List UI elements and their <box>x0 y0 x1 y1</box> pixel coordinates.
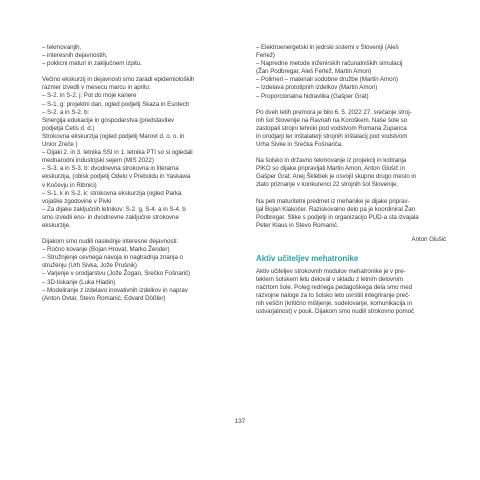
text-line: – S-3. a in S-3. b: dvodnevna strokovna in literarna <box>42 165 179 173</box>
text-line: Sinergija edukacije in gospodarstva (predstavitev <box>42 116 175 124</box>
left-column <box>42 44 230 303</box>
paragraph-gap <box>42 230 230 238</box>
page-number: 137 <box>234 418 246 425</box>
text-line: Peter Klaus in Stevo Romanić. <box>256 221 339 229</box>
text-line: PIKO so dijake pripravljali Martin Amon, Anton Glušič in <box>256 165 405 173</box>
text-line: – Varjenje v orodjarstvu (Jože Žogan, Srečko Fošnarič) <box>42 270 191 278</box>
section-heading: Aktiv učiteljev mehatronike <box>256 253 359 263</box>
text-line: struženju (Urh Sivka, Jože Prušnik) <box>42 262 137 270</box>
author-signature: Anton Glušič <box>411 235 446 243</box>
text-line: podjetja Cetis d. d.) <box>42 124 95 132</box>
text-line: nih veščin (kritično mišljenje, sodelovanje, komunikacija in <box>256 300 412 308</box>
text-line: ekskurzija, (obisk podjetij Odelo v Preboldu in Yaskawa <box>42 173 191 181</box>
text-line: Podbregar. Stike s podjetji in organizacijo PUD-a sta izvajala <box>256 213 419 221</box>
text-line: ljal Bojan Klakočer. Raziskovalno delo pa je koordiniral Žan <box>256 205 415 213</box>
text-line: mednarodni industrijski sejem (MIS 2022) <box>42 157 154 165</box>
text-line: Dijakom smo nudili naslednje interesne dejavnosti: <box>42 238 179 246</box>
text-line: – Proporcionalna hidravlika (Gašper Grat) <box>256 92 369 100</box>
paragraph-gap <box>256 149 446 157</box>
text-line: – Napredne metode inženirskih računalniških simulacij <box>256 60 403 68</box>
text-line: razmer izvedli v mesecu marcu in aprilu: <box>42 84 151 92</box>
text-line: – Izdelava prototipnih izdelkov (Martin Amon) <box>256 84 378 92</box>
right-column <box>256 44 446 317</box>
text-line: Po dveh letih premora je bilo 6. 5. 2022 27. srečanje stroj- <box>256 108 412 116</box>
text-line: Na šolsko in državno tekmovanje iz projekcij in kotiranja <box>256 157 407 165</box>
text-line: ekskurzije. <box>42 221 71 229</box>
text-line: (Žan Podbregar, Aleš Ferlež, Martin Amon) <box>256 68 372 76</box>
text-line: (Anton Ovtar, Stevo Romanić, Edvard Dößler) <box>42 294 166 302</box>
text-line: in orodjarji ter inštalaterji strojnih inštalacij pod vodstvom <box>256 132 408 140</box>
text-line: načrtom šole. Poleg rednega pedagoškega dela smo med <box>256 284 412 292</box>
text-line: v Kočevju in Ribnici) <box>42 181 97 189</box>
text-line: smo izvedli eno- in dvodnevne zaključne strokovne <box>42 213 179 221</box>
text-line: razvojne naloge za to šolsko leto uvrstili integriranje preč- <box>256 292 411 300</box>
text-line: – tekmovanjih, <box>42 44 82 51</box>
text-line: nih šol Slovenije na Ravnah na Koroškem. Naše šole so <box>256 116 408 124</box>
text-line: – Modeliranje z izdelavo inovativnih izdelkov in naprav <box>42 286 188 294</box>
text-line: – S-2. in S-2. j: Pot do moje kariere <box>42 92 137 100</box>
text-line: – S-1. k in S-2. k: strokovna ekskurzija (ogled Parka <box>42 189 182 197</box>
text-line: – interesnih dejavnostih, <box>42 52 108 60</box>
text-line: – Za dijake zaključnih letnikov: S-2. g, S-4. a in S-4. b <box>42 205 186 213</box>
paragraph-gap <box>256 101 446 109</box>
text-line: – Polimeri – materiali sodobne družbe (Martin Amon) <box>256 76 398 84</box>
text-line: – Elektroenergetski in jedrski sistemi v Sloveniji (Aleš <box>256 44 399 51</box>
text-line: zlato priznanje v konkurenci 22 strojnih šol Slovenije. <box>256 181 399 189</box>
text-line: Aktiv učiteljev strokovnih modulov mehatronike je v pre- <box>256 267 406 275</box>
text-line: zastopali strojni tehniki pod vodstvom Romana Zupanca <box>256 124 407 132</box>
text-line: – Ročno kovanje (Bojan Hrovat, Marko Žender) <box>42 246 170 254</box>
paragraph-gap <box>256 190 446 198</box>
text-line: – Stružnjenje cevnega navoja in naglradnja znanja o <box>42 254 183 262</box>
text-line: teklem šolskem letu deloval v skladu z letnim delovnim <box>256 276 403 284</box>
text-line: Strokovna ekskurzija (ogled podjetij Marovt d. o. o. in <box>42 132 185 140</box>
text-line: – poklicni maturi in zaključnem izpitu. <box>42 60 142 68</box>
text-line: – Dijaki 2. in 3. letnika SSI in 1. letnika PTI so si ogledali <box>42 149 193 157</box>
text-line: – S-2. a in S-2. b: <box>42 108 90 116</box>
paragraph-gap <box>42 68 230 76</box>
text-line: Urha Sivke in Srečka Fošnariča. <box>256 141 343 149</box>
text-line: – 3D-tiskanje (Luka Hladin) <box>42 278 116 286</box>
text-line: vojaške zgodovine v Pivki <box>42 197 112 205</box>
text-line: Večino ekskurzij in dejavnosti smo zaradi epidemioloških <box>42 76 195 84</box>
right-column-bottom-text <box>256 268 446 317</box>
text-line: – S-1. g: projektni dan, ogled podjetij Skaza in Esotech <box>42 100 190 108</box>
text-line: ustvarjalnost) v pouk. Dijakom smo nudili strokovno pomoč <box>256 308 415 316</box>
text-line: Unior Zreče ) <box>42 141 78 149</box>
text-line: Gašper Grat. Anej Šklebek je osvojil skupno drugo mesto in <box>256 173 417 181</box>
text-line: Ferlež) <box>256 52 275 60</box>
right-column-top-text <box>256 44 446 230</box>
text-line: Na peti maturitetni predmet iz mehanike je dijake priprav- <box>256 197 410 205</box>
